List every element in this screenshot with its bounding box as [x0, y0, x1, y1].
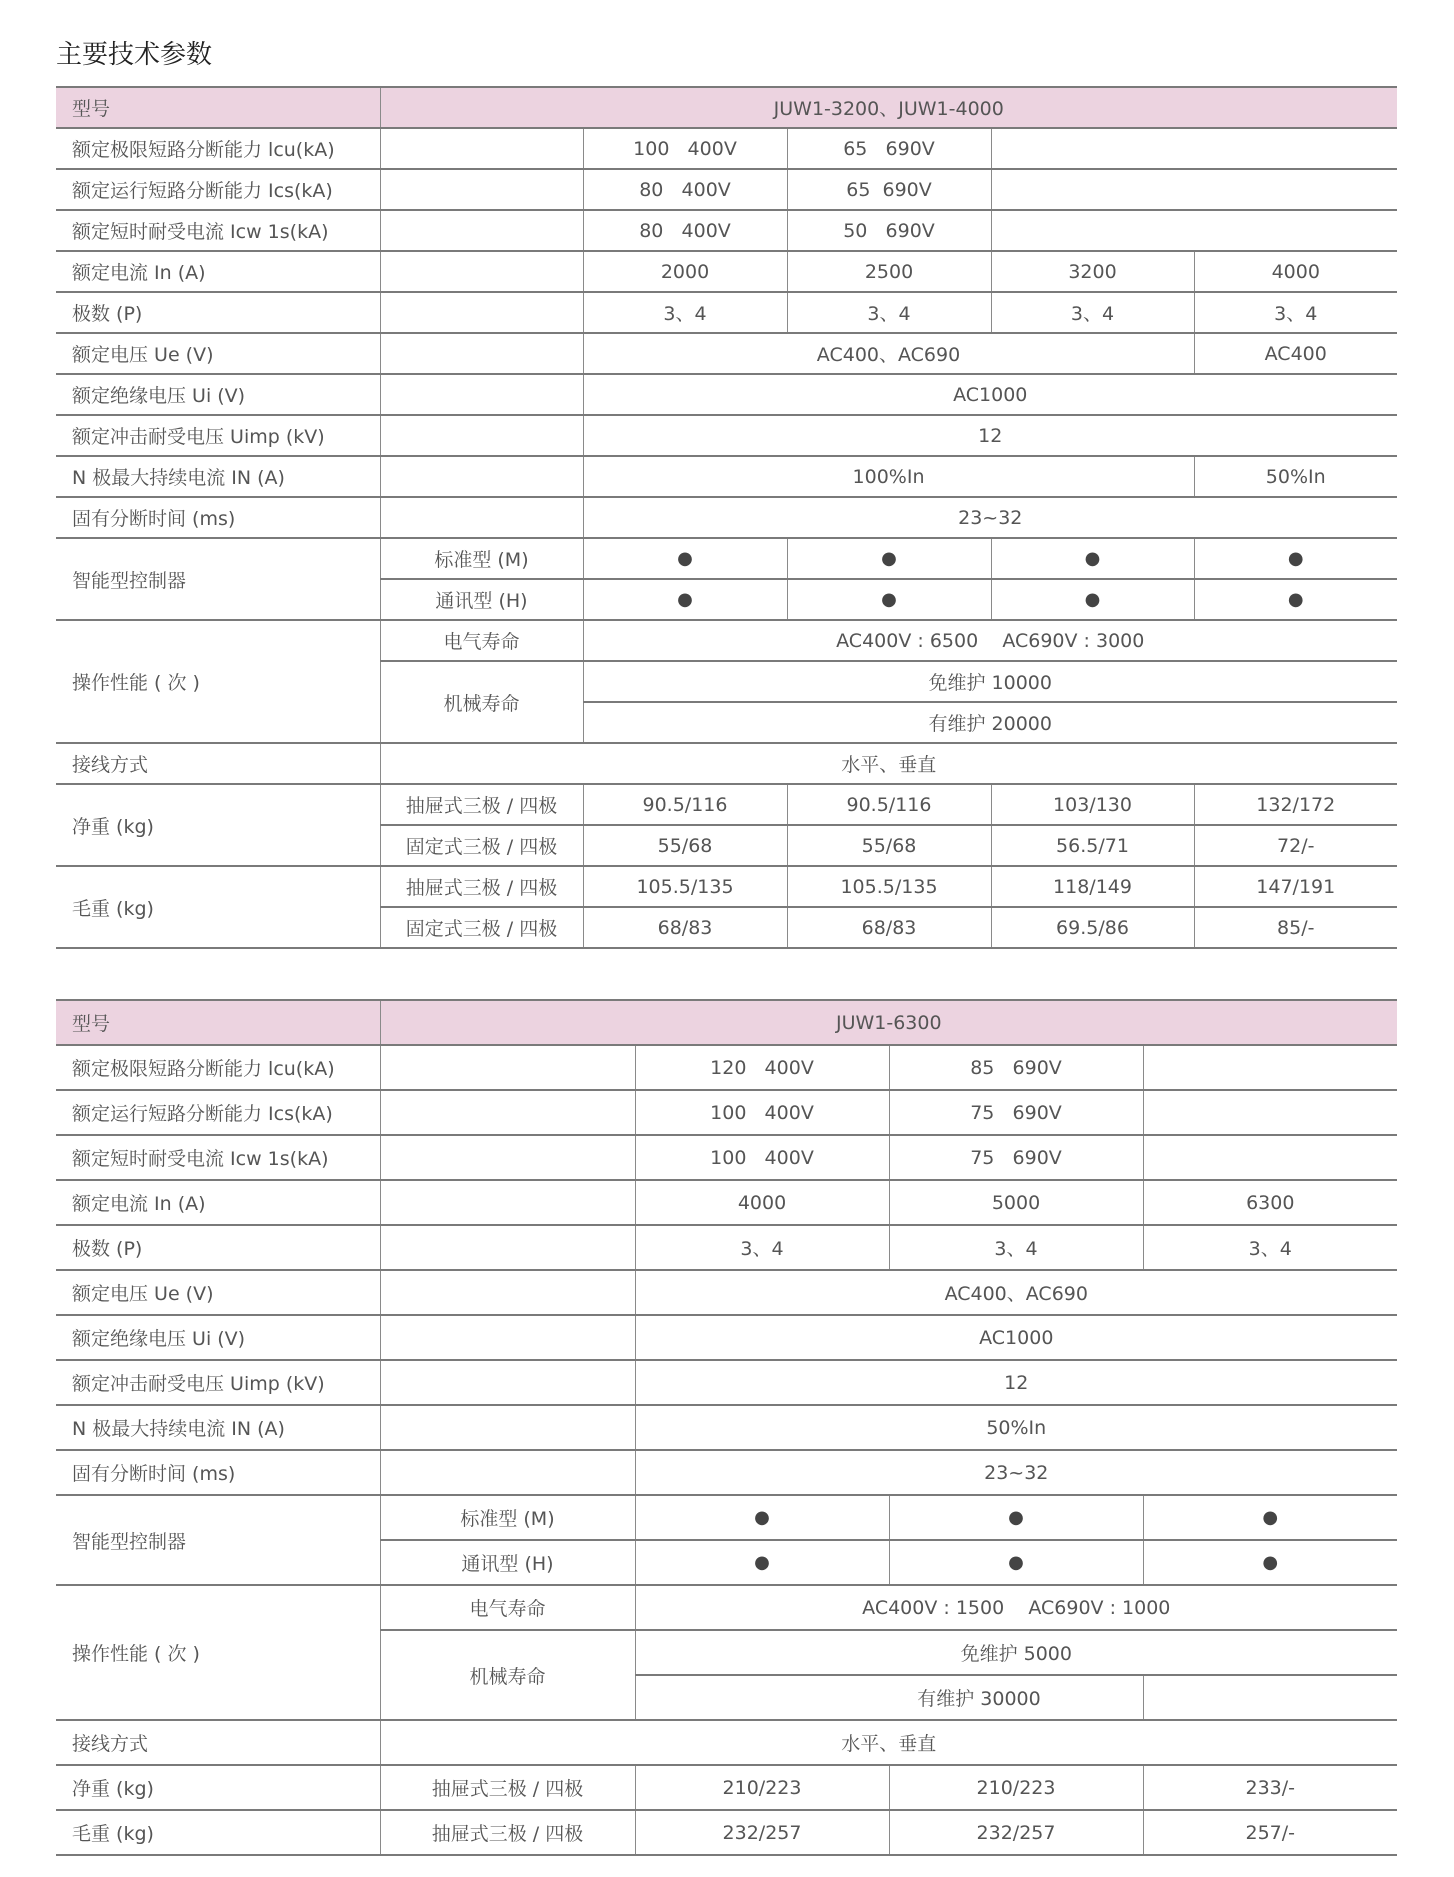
cell: 68/83	[583, 907, 787, 948]
cell: 118/149	[991, 866, 1194, 907]
row-label: 额定冲击耐受电压 Uimp (kV)	[56, 415, 380, 456]
model-value: JUW1-3200、JUW1-4000	[380, 87, 1397, 128]
row-label: 额定短时耐受电流 Icw 1s(kA)	[56, 1135, 380, 1180]
cell: 50%In	[1194, 456, 1397, 497]
row-label: N 极最大持续电流 IN (A)	[56, 1405, 380, 1450]
table-row	[56, 374, 1397, 415]
cell: 3、4	[991, 292, 1194, 333]
cell: 65 690V	[787, 169, 991, 210]
cell: 90.5/116	[787, 784, 991, 825]
row-label: 净重 (kg)	[56, 1765, 380, 1810]
row-label: 智能型控制器	[56, 1495, 380, 1585]
cell: 水平、垂直	[380, 743, 1397, 784]
cell: 免维护 10000	[583, 661, 1397, 702]
table-row	[56, 1450, 1397, 1495]
dot-icon: ●	[991, 538, 1194, 579]
dot-icon: ●	[1194, 538, 1397, 579]
cell: 75 690V	[889, 1135, 1143, 1180]
table-row	[56, 1045, 1397, 1090]
cell: 12	[583, 415, 1397, 456]
sub-label: 固定式三极 / 四极	[380, 907, 583, 948]
table-row	[56, 1360, 1397, 1405]
cell: 6300	[1143, 1180, 1397, 1225]
cell: 有维护 20000	[583, 702, 1397, 743]
page-title: 主要技术参数	[56, 40, 213, 70]
cell: 65 690V	[787, 128, 991, 169]
row-label: 智能型控制器	[56, 538, 380, 620]
empty-cell	[1143, 1675, 1397, 1720]
table-row	[56, 1270, 1397, 1315]
empty-cell	[380, 1045, 635, 1090]
model-value: JUW1-6300	[380, 1000, 1397, 1045]
cell: 103/130	[991, 784, 1194, 825]
cell: 105.5/135	[583, 866, 787, 907]
table-row	[56, 1720, 1397, 1765]
dot-icon: ●	[635, 1540, 889, 1585]
empty-cell	[380, 128, 583, 169]
cell: AC400、AC690	[583, 333, 1194, 374]
row-label: 极数 (P)	[56, 1225, 380, 1270]
model-label: 型号	[56, 1000, 380, 1045]
table-row	[56, 415, 1397, 456]
cell: 4000	[1194, 251, 1397, 292]
empty-cell	[380, 1450, 635, 1495]
table-row	[56, 128, 1397, 169]
dot-icon: ●	[635, 1495, 889, 1540]
table-row	[56, 1495, 1397, 1540]
cell: 85 690V	[889, 1045, 1143, 1090]
cell: 3、4	[1143, 1225, 1397, 1270]
spec-table-3200-4000	[56, 86, 1397, 949]
table-row	[56, 1405, 1397, 1450]
cell: 3、4	[787, 292, 991, 333]
sub-label: 抽屉式三极 / 四极	[380, 866, 583, 907]
row-label: 接线方式	[56, 1720, 380, 1765]
cell: 85/-	[1194, 907, 1397, 948]
table-row	[56, 866, 1397, 907]
row-label: 极数 (P)	[56, 292, 380, 333]
empty-cell	[380, 1090, 635, 1135]
empty-cell	[380, 1180, 635, 1225]
cell: AC400	[1194, 333, 1397, 374]
sub-label: 电气寿命	[380, 1585, 635, 1630]
dot-icon: ●	[1194, 579, 1397, 620]
cell: 257/-	[1143, 1810, 1397, 1855]
cell: 4000	[635, 1180, 889, 1225]
table-row	[56, 333, 1397, 374]
cell: 水平、垂直	[380, 1720, 1397, 1765]
cell: 75 690V	[889, 1090, 1143, 1135]
sub-label: 电气寿命	[380, 620, 583, 661]
cell: 69.5/86	[991, 907, 1194, 948]
cell: 80 400V	[583, 169, 787, 210]
row-label: 额定运行短路分断能力 Ics(kA)	[56, 169, 380, 210]
empty-cell	[1143, 1045, 1397, 1090]
empty-cell	[380, 333, 583, 374]
table-row	[56, 169, 1397, 210]
cell: 23~32	[635, 1450, 1397, 1495]
empty-cell	[380, 456, 583, 497]
cell: 50 690V	[787, 210, 991, 251]
cell: 68/83	[787, 907, 991, 948]
table-row	[56, 1135, 1397, 1180]
sub-label: 固定式三极 / 四极	[380, 825, 583, 866]
sub-label: 抽屉式三极 / 四极	[380, 784, 583, 825]
empty-cell	[1143, 1135, 1397, 1180]
sub-label: 机械寿命	[380, 1630, 635, 1720]
table-row	[56, 1090, 1397, 1135]
table-row	[56, 1225, 1397, 1270]
cell: AC1000	[635, 1315, 1397, 1360]
empty-cell	[380, 1270, 635, 1315]
spec-table-6300	[56, 999, 1397, 1856]
table-row	[56, 456, 1397, 497]
row-label: 额定电压 Ue (V)	[56, 1270, 380, 1315]
empty-cell	[380, 1225, 635, 1270]
empty-cell	[380, 1360, 635, 1405]
empty-cell	[380, 1315, 635, 1360]
table-row	[56, 538, 1397, 579]
cell: 100 400V	[635, 1135, 889, 1180]
sub-label: 标准型 (M)	[380, 1495, 635, 1540]
table-row	[56, 210, 1397, 251]
table-header-row	[56, 1000, 1397, 1045]
sub-label: 通讯型 (H)	[380, 1540, 635, 1585]
row-label: 额定绝缘电压 Ui (V)	[56, 1315, 380, 1360]
cell: 90.5/116	[583, 784, 787, 825]
table-row	[56, 1585, 1397, 1630]
cell: 100 400V	[635, 1090, 889, 1135]
cell: 3、4	[889, 1225, 1143, 1270]
table-row	[56, 292, 1397, 333]
sub-label: 抽屉式三极 / 四极	[380, 1810, 635, 1855]
dot-icon: ●	[1143, 1495, 1397, 1540]
row-label: 额定电流 In (A)	[56, 251, 380, 292]
empty-cell	[380, 415, 583, 456]
sub-label: 抽屉式三极 / 四极	[380, 1765, 635, 1810]
cell: AC400V : 6500 AC690V : 3000	[583, 620, 1397, 661]
cell: 232/257	[635, 1810, 889, 1855]
cell: 55/68	[787, 825, 991, 866]
table-header-row	[56, 87, 1397, 128]
row-label: 额定冲击耐受电压 Uimp (kV)	[56, 1360, 380, 1405]
cell: AC400V : 1500 AC690V : 1000	[635, 1585, 1397, 1630]
dot-icon: ●	[787, 579, 991, 620]
table-row	[56, 1765, 1397, 1810]
empty-cell	[380, 169, 583, 210]
row-label: N 极最大持续电流 IN (A)	[56, 456, 380, 497]
cell: 12	[635, 1360, 1397, 1405]
dot-icon: ●	[583, 538, 787, 579]
cell: AC400、AC690	[635, 1270, 1397, 1315]
empty-cell	[380, 251, 583, 292]
cell: 100%In	[583, 456, 1194, 497]
model-label: 型号	[56, 87, 380, 128]
cell: 50%In	[635, 1405, 1397, 1450]
row-label: 接线方式	[56, 743, 380, 784]
table-row	[56, 784, 1397, 825]
sub-label: 标准型 (M)	[380, 538, 583, 579]
empty-cell	[380, 292, 583, 333]
table-row	[56, 251, 1397, 292]
cell: 有维护 30000	[635, 1675, 1143, 1720]
empty-cell	[380, 497, 583, 538]
row-label: 操作性能 ( 次 )	[56, 620, 380, 743]
cell: 80 400V	[583, 210, 787, 251]
sub-label: 机械寿命	[380, 661, 583, 743]
empty-cell	[991, 128, 1397, 169]
cell: 2000	[583, 251, 787, 292]
row-label: 净重 (kg)	[56, 784, 380, 866]
cell: AC1000	[583, 374, 1397, 415]
cell: 210/223	[635, 1765, 889, 1810]
table-row	[56, 497, 1397, 538]
row-label: 额定绝缘电压 Ui (V)	[56, 374, 380, 415]
dot-icon: ●	[583, 579, 787, 620]
cell: 72/-	[1194, 825, 1397, 866]
table-row	[56, 1180, 1397, 1225]
empty-cell	[991, 210, 1397, 251]
dot-icon: ●	[991, 579, 1194, 620]
cell: 3、4	[635, 1225, 889, 1270]
row-label: 额定电压 Ue (V)	[56, 333, 380, 374]
cell: 232/257	[889, 1810, 1143, 1855]
cell: 免维护 5000	[635, 1630, 1397, 1675]
row-label: 额定电流 In (A)	[56, 1180, 380, 1225]
cell: 3200	[991, 251, 1194, 292]
row-label: 额定运行短路分断能力 Ics(kA)	[56, 1090, 380, 1135]
cell: 55/68	[583, 825, 787, 866]
row-label: 操作性能 ( 次 )	[56, 1585, 380, 1720]
cell: 56.5/71	[991, 825, 1194, 866]
cell: 132/172	[1194, 784, 1397, 825]
sub-label: 通讯型 (H)	[380, 579, 583, 620]
cell: 5000	[889, 1180, 1143, 1225]
row-label: 毛重 (kg)	[56, 1810, 380, 1855]
table-row	[56, 620, 1397, 661]
cell: 2500	[787, 251, 991, 292]
table-row	[56, 1315, 1397, 1360]
empty-cell	[991, 169, 1397, 210]
empty-cell	[380, 1405, 635, 1450]
cell: 210/223	[889, 1765, 1143, 1810]
table-row	[56, 1810, 1397, 1855]
row-label: 固有分断时间 (ms)	[56, 497, 380, 538]
cell: 120 400V	[635, 1045, 889, 1090]
empty-cell	[380, 210, 583, 251]
cell: 3、4	[1194, 292, 1397, 333]
cell: 105.5/135	[787, 866, 991, 907]
row-label: 固有分断时间 (ms)	[56, 1450, 380, 1495]
dot-icon: ●	[1143, 1540, 1397, 1585]
cell: 147/191	[1194, 866, 1397, 907]
row-label: 额定短时耐受电流 Icw 1s(kA)	[56, 210, 380, 251]
dot-icon: ●	[889, 1540, 1143, 1585]
empty-cell	[380, 1135, 635, 1180]
cell: 3、4	[583, 292, 787, 333]
dot-icon: ●	[889, 1495, 1143, 1540]
cell: 100 400V	[583, 128, 787, 169]
cell: 23~32	[583, 497, 1397, 538]
empty-cell	[380, 374, 583, 415]
empty-cell	[1143, 1090, 1397, 1135]
row-label: 额定极限短路分断能力 lcu(kA)	[56, 1045, 380, 1090]
row-label: 额定极限短路分断能力 lcu(kA)	[56, 128, 380, 169]
cell: 233/-	[1143, 1765, 1397, 1810]
row-label: 毛重 (kg)	[56, 866, 380, 948]
table-row	[56, 743, 1397, 784]
dot-icon: ●	[787, 538, 991, 579]
